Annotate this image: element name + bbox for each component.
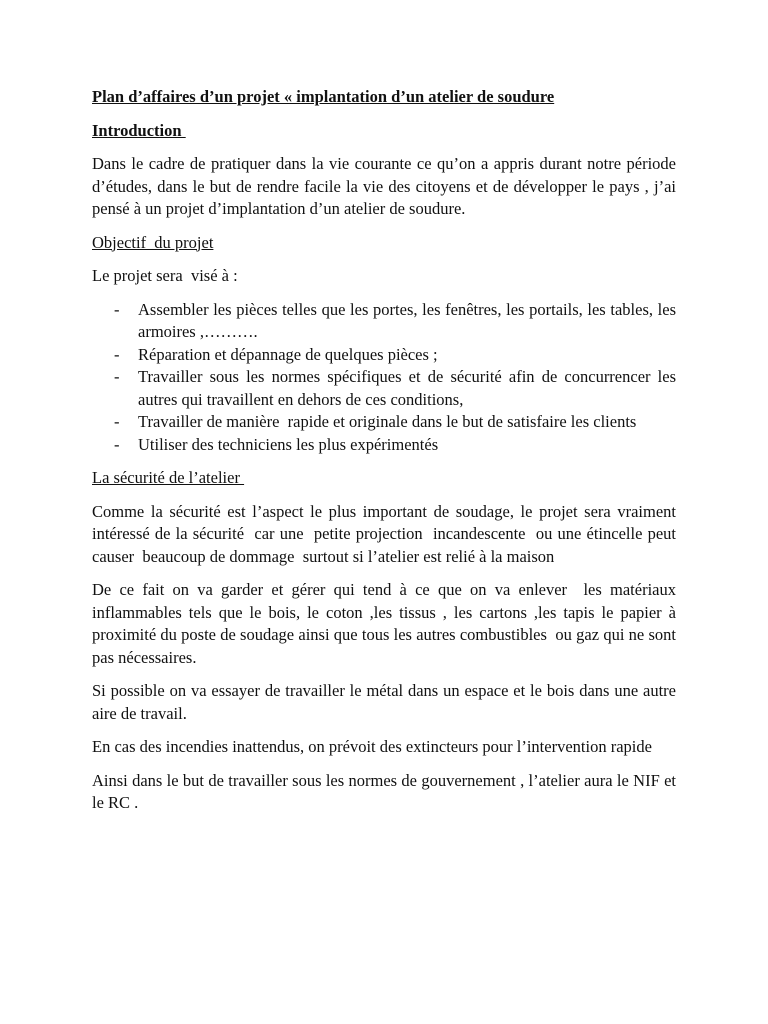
dash-bullet: -	[114, 434, 120, 454]
document-page	[92, 86, 681, 826]
safety-paragraph: Ainsi dans le but de travailler sous les normes de gouvernement , l’atelier aura le NIF et le RC .	[92, 770, 676, 812]
list-item-text: Travailler sous les normes spécifiques et de sécurité afin de concurrencer les autres qui travaillent en dehors de ces conditions,	[138, 367, 681, 409]
safety-paragraph: Comme la sécurité est l’aspect le plus important de soudage, le projet sera vraiment intéressé de la sécurité car une petite projection incandescente ou une étincelle peut causer beaucoup de dommage surtout si l’atelier est relié à la maison	[92, 501, 681, 566]
safety-paragraph: De ce fait on va garder et gérer qui tend à ce que on va enlever les matériaux inflammables tels que le bois, le coton ,les tissus , les cartons ,les tapis le papier à proximité du poste de soudage ainsi que tous les autres combustibles ou gaz qui ne sont pas nécessaires.	[92, 580, 681, 667]
introduction-paragraph: Dans le cadre de pratiquer dans la vie courante ce qu’on a appris durant notre période d’études, dans le but de rendre facile la vie des citoyens et de développer le pays , j’ai pensé à un projet d’implantation d’un atelier de soudure.	[92, 154, 681, 218]
safety-paragraph: En cas des incendies inattendus, on prévoit des extincteurs pour l’intervention rapide	[92, 737, 652, 756]
list-item-text: Assembler les pièces telles que les portes, les fenêtres, les portails, les tables, les armoires ,……….	[138, 299, 681, 341]
list-item	[114, 366, 681, 411]
objectives-list	[92, 299, 681, 457]
list-item	[114, 434, 676, 457]
safety-heading: La sécurité de l’atelier	[92, 468, 245, 487]
safety-paragraph: Si possible on va essayer de travailler le métal dans un espace et le bois dans une autre aire de travail.	[92, 681, 676, 723]
dash-bullet: -	[114, 367, 120, 386]
list-item	[114, 299, 681, 344]
list-item-text: Réparation et dépannage de quelques pièces ;	[138, 344, 438, 364]
dash-bullet: -	[114, 412, 120, 431]
objective-heading: Objectif du projet	[92, 232, 214, 252]
dash-bullet: -	[114, 344, 120, 364]
list-item-text: Utiliser des techniciens les plus expérimentés	[138, 434, 439, 454]
objective-lead: Le projet sera visé à :	[92, 266, 238, 285]
list-item-text: Travailler de manière rapide et originale dans le but de satisfaire les clients	[138, 412, 637, 431]
document-title: Plan d’affaires d’un projet « implantation d’un atelier de soudure	[92, 87, 555, 106]
list-item	[114, 344, 676, 367]
introduction-heading: Introduction	[92, 120, 186, 140]
dash-bullet: -	[114, 299, 120, 319]
list-item	[114, 411, 676, 434]
